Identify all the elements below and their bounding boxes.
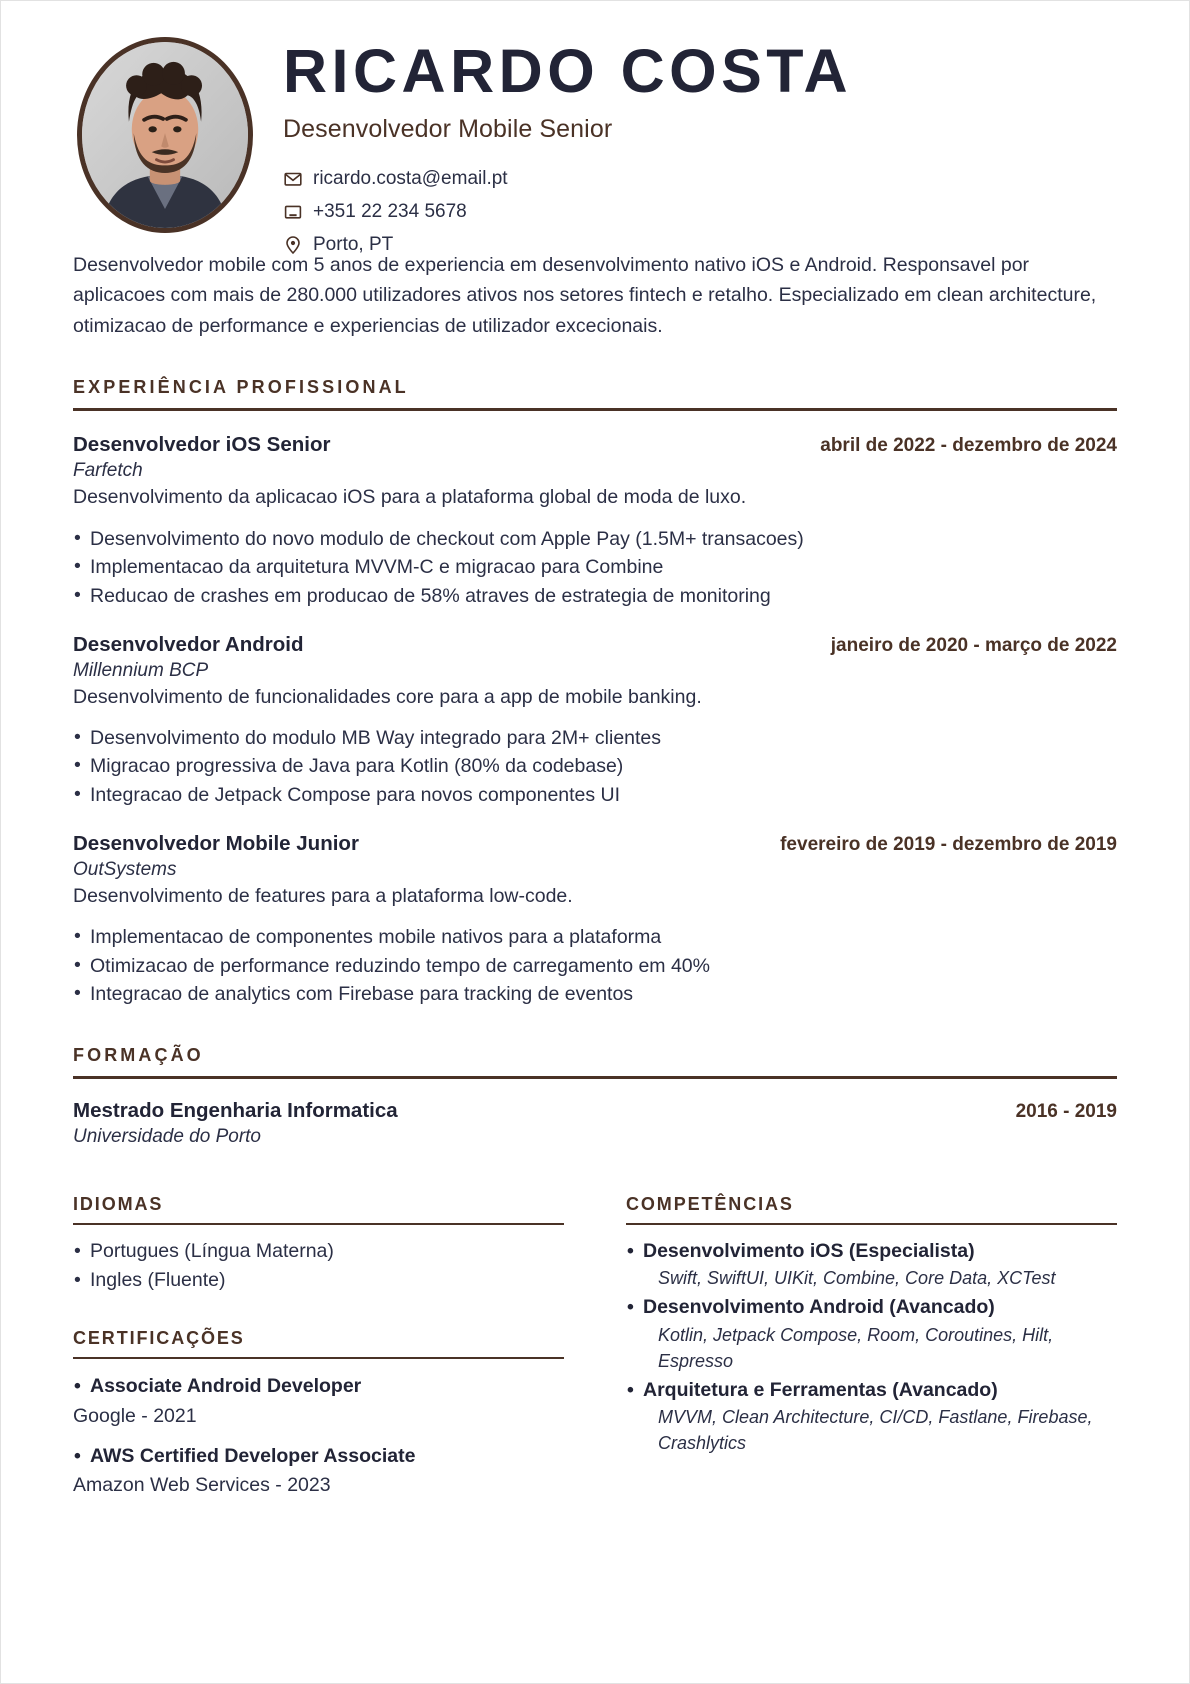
company-name: OutSystems bbox=[73, 858, 177, 880]
skill-group-items: Kotlin, Jetpack Compose, Room, Coroutines, Hilt, Espresso bbox=[658, 1324, 1054, 1371]
job-bullet: • Desenvolvimento do modulo MB Way integrado para 2M+ clientes bbox=[73, 724, 1117, 753]
section-divider bbox=[626, 1223, 1117, 1225]
skill-group-list bbox=[626, 1237, 1117, 1456]
certification-meta: Amazon Web Services - 2023 bbox=[73, 1474, 331, 1497]
school-name: Universidade do Porto bbox=[73, 1126, 261, 1148]
language-list bbox=[73, 1237, 564, 1294]
skill-group-name: • Arquitetura e Ferramentas (Avancado) bbox=[626, 1376, 1117, 1404]
experience-entry bbox=[73, 433, 1117, 610]
job-bullet: • Desenvolvimento do novo modulo de checkout com Apple Pay (1.5M+ transacoes) bbox=[73, 525, 1117, 554]
section-title-languages: IDIOMAS bbox=[73, 1194, 164, 1215]
entry-header bbox=[73, 1099, 1117, 1123]
job-date-range: janeiro de 2020 - março de 2022 bbox=[830, 634, 1117, 656]
job-bullet: • Integracao de analytics com Firebase para tracking de eventos bbox=[73, 980, 1117, 1009]
company-name: Millennium BCP bbox=[73, 659, 209, 681]
job-bullet: • Reducao de crashes em producao de 58% atraves de estrategia de monitoring bbox=[73, 582, 1117, 611]
skill-group-items: MVVM, Clean Architecture, CI/CD, Fastlane, Firebase, Crashlytics bbox=[658, 1407, 1093, 1454]
contact-email-value: ricardo.costa@email.pt bbox=[313, 168, 508, 190]
entry-header bbox=[73, 633, 1117, 657]
entry-header bbox=[73, 433, 1117, 457]
job-title: Desenvolvedor Android bbox=[73, 632, 304, 656]
candidate-role: Desenvolvedor Mobile Senior bbox=[283, 115, 613, 144]
section-divider bbox=[73, 1223, 564, 1225]
job-bullet: • Implementacao de componentes mobile nativos para a plataforma bbox=[73, 923, 1117, 952]
degree-date-range: 2016 - 2019 bbox=[1015, 1101, 1117, 1123]
job-bullet-list bbox=[73, 525, 1117, 611]
job-description: Desenvolvimento da aplicacao iOS para a plataforma global de moda de luxo. bbox=[73, 486, 747, 509]
left-column bbox=[73, 1194, 564, 1499]
language-item: • Portugues (Língua Materna) bbox=[73, 1237, 564, 1266]
section-title-education: FORMAÇÃO bbox=[73, 1045, 204, 1066]
section-title-experience: EXPERIÊNCIA PROFISSIONAL bbox=[73, 377, 409, 398]
section-title-skills: COMPETÊNCIAS bbox=[626, 1194, 794, 1215]
job-bullet: • Migracao progressiva de Java para Kotlin (80% da codebase) bbox=[73, 752, 1117, 781]
skill-group-name: • Desenvolvimento iOS (Especialista) bbox=[626, 1237, 1117, 1265]
candidate-name: RICARDO COSTA bbox=[283, 37, 853, 105]
degree-title: Mestrado Engenharia Informatica bbox=[73, 1099, 398, 1123]
section-divider bbox=[73, 1076, 1117, 1079]
contact-phone[interactable] bbox=[283, 201, 1117, 223]
education-entry bbox=[73, 1099, 1117, 1148]
skill-group-name: • Desenvolvimento Android (Avancado) bbox=[626, 1293, 1117, 1321]
job-title: Desenvolvedor iOS Senior bbox=[73, 433, 331, 457]
certification-item bbox=[73, 1443, 564, 1499]
company-name: Farfetch bbox=[73, 460, 143, 482]
skill-group bbox=[626, 1376, 1117, 1456]
section-divider bbox=[73, 1357, 564, 1359]
contact-list bbox=[283, 168, 1117, 256]
language-item: • Ingles (Fluente) bbox=[73, 1266, 564, 1295]
section-education bbox=[73, 1045, 1117, 1148]
avatar bbox=[77, 37, 253, 233]
bottom-columns bbox=[73, 1194, 1117, 1499]
section-experience bbox=[73, 377, 1117, 1009]
header-text-block bbox=[255, 29, 1117, 256]
job-bullet-list bbox=[73, 724, 1117, 810]
job-date-range: abril de 2022 - dezembro de 2024 bbox=[820, 435, 1117, 457]
phone-icon bbox=[283, 202, 303, 222]
skill-group-items: Swift, SwiftUI, UIKit, Combine, Core Data, XCTest bbox=[658, 1268, 1056, 1289]
section-skills bbox=[626, 1194, 1117, 1456]
section-certifications bbox=[73, 1328, 564, 1498]
contact-phone-value: +351 22 234 5678 bbox=[313, 201, 467, 223]
job-bullet: • Integracao de Jetpack Compose para novos componentes UI bbox=[73, 781, 1117, 810]
job-description: Desenvolvimento de features para a plataforma low-code. bbox=[73, 884, 573, 907]
right-column bbox=[626, 1194, 1117, 1499]
job-bullet: • Otimizacao de performance reduzindo tempo de carregamento em 40% bbox=[73, 952, 1117, 981]
section-divider bbox=[73, 408, 1117, 411]
certification-item bbox=[73, 1373, 564, 1429]
job-title: Desenvolvedor Mobile Junior bbox=[73, 831, 359, 855]
profile-photo-wrap bbox=[73, 29, 255, 233]
contact-location-value: Porto, PT bbox=[313, 234, 394, 256]
entry-header bbox=[73, 832, 1117, 856]
contact-email[interactable] bbox=[283, 168, 1117, 190]
envelope-icon bbox=[283, 169, 303, 189]
section-title-certifications: CERTIFICAÇÕES bbox=[73, 1328, 245, 1349]
certification-name: • AWS Certified Developer Associate bbox=[73, 1443, 564, 1469]
job-description: Desenvolvimento de funcionalidades core para a app de mobile banking. bbox=[73, 685, 702, 708]
professional-summary: Desenvolvedor mobile com 5 anos de experiencia em desenvolvimento nativo iOS e Android. Responsavel por aplicacoes com mais de 280.000 utilizadores ativos nos setores fintech e retalho. Especializado em clean architecture, otimizacao de performance e experiencias de utilizador excecionais. bbox=[73, 254, 1097, 337]
job-date-range: fevereiro de 2019 - dezembro de 2019 bbox=[780, 833, 1117, 855]
section-languages bbox=[73, 1194, 564, 1294]
experience-entry bbox=[73, 633, 1117, 810]
skill-group bbox=[626, 1237, 1117, 1291]
skill-group bbox=[626, 1293, 1117, 1373]
experience-entry bbox=[73, 832, 1117, 1009]
job-bullet: • Implementacao da arquitetura MVVM-C e migracao para Combine bbox=[73, 553, 1117, 582]
resume-header bbox=[73, 29, 1117, 256]
certification-meta: Google - 2021 bbox=[73, 1404, 197, 1427]
job-bullet-list bbox=[73, 923, 1117, 1009]
certification-name: • Associate Android Developer bbox=[73, 1373, 564, 1399]
